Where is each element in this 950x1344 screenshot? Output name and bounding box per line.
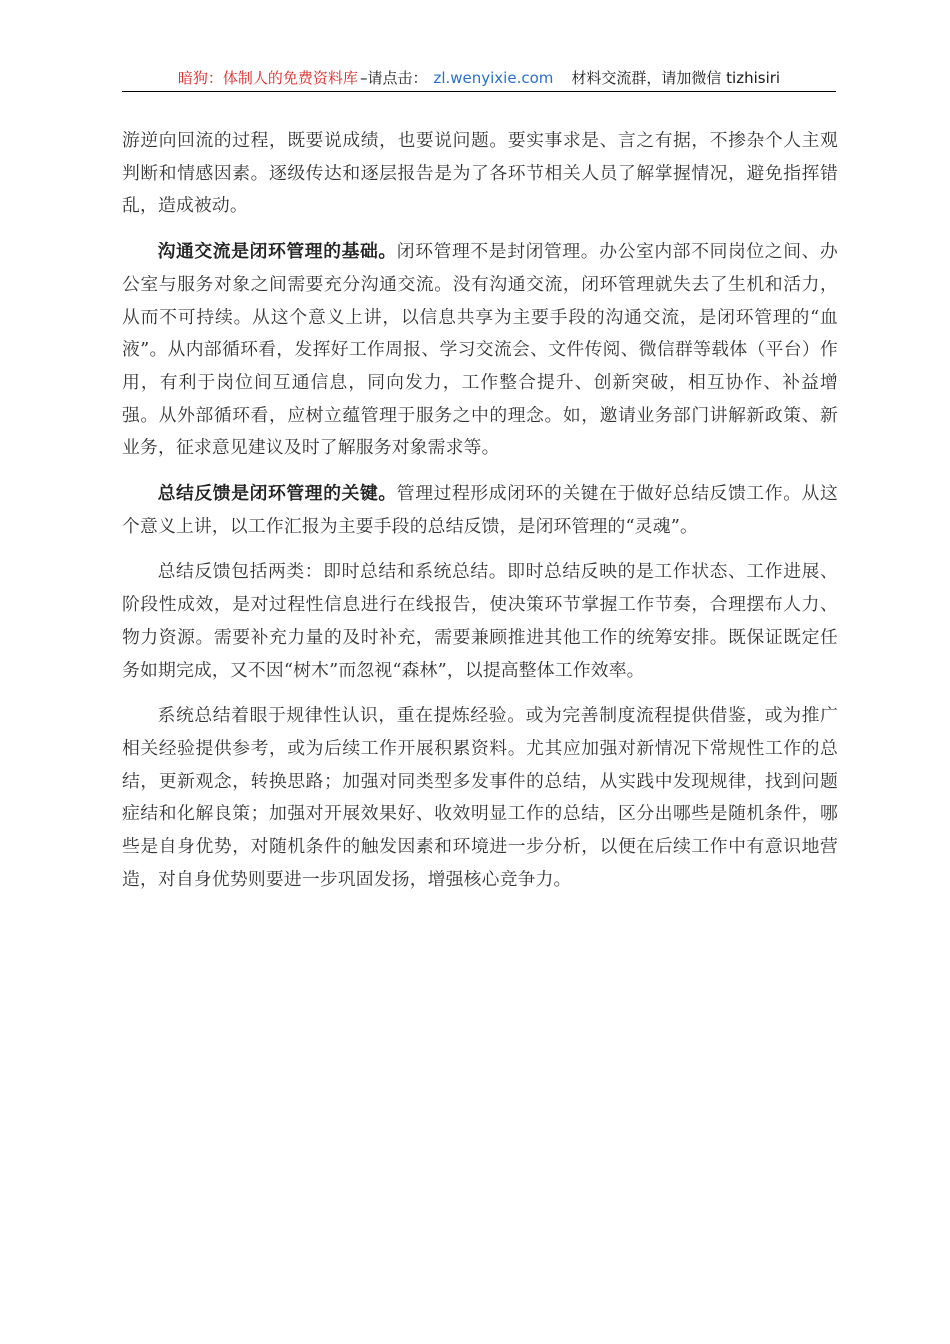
paragraph-text: 管理过程形成闭环的关键在于做好总结反馈工作。从这个意义上讲，以工作汇报为主要手段的总结反馈，是闭环管理的“灵魂”。 (122, 483, 838, 537)
paragraph-text: 总结反馈包括两类：即时总结和系统总结。即时总结反映的是工作状态、工作进展、阶段性成效，是对过程性信息进行在线报告，使决策环节掌握工作节奏，合理摆布人力、物力资源。需要补充力量的及时补充，需要兼顾推进其他工作的统筹安排。既保证既定任务如期完成，又不因“树木”而忽视“森林”，以提高整体工作效率。 (122, 561, 838, 681)
paragraph-communication (122, 236, 838, 465)
paragraph-feedback-types (122, 556, 838, 687)
paragraph-lead: 沟通交流是闭环管理的基础。 (157, 241, 397, 263)
paragraph-continuation (122, 125, 838, 223)
paragraph-text: 闭环管理不是封闭管理。办公室内部不同岗位之间、办公室与服务对象之间需要充分沟通交流。没有沟通交流，闭环管理就失去了生机和活力，从而不可持续。从这个意义上讲，以信息共享为主要手段的沟通交流，是闭环管理的“血液”。从内部循环看，发挥好工作周报、学习交流会、文件传阅、微信群等载体（平台）作用，有利于岗位间互通信息，同向发力，工作整合提升、创新突破，相互协作、补益增强。从外部循环看，应树立蕴管理于服务之中的理念。如，邀请业务部门讲解新政策、新业务，征求意见建议及时了解服务对象需求等。 (122, 241, 838, 459)
paragraph-system-summary (122, 700, 838, 896)
page-header (122, 62, 836, 92)
paragraph-feedback (122, 478, 838, 543)
paragraph-text: 游逆向回流的过程，既要说成绩，也要说问题。要实事求是、言之有据，不掺杂个人主观判断和情感因素。逐级传达和逐层报告是为了各环节相关人员了解掌握情况，避免指挥错乱，造成被动。 (122, 130, 838, 217)
paragraph-text: 系统总结着眼于规律性认识，重在提炼经验。或为完善制度流程提供借鉴，或为推广相关经验提供参考，或为后续工作开展积累资料。尤其应加强对新情况下常规性工作的总结，更新观念，转换思路；加强对同类型多发事件的总结，从实践中发现规律，找到问题症结和化解良策；加强对开展效果好、收效明显工作的总结，区分出哪些是随机条件，哪些是自身优势，对随机条件的触发因素和环境进一步分析，以便在后续工作中有意识地营造，对自身优势则要进一步巩固发扬，增强核心竞争力。 (122, 705, 838, 890)
document-body (122, 125, 838, 909)
header-brand: 暗狗：体制人的免费资料库 (177, 69, 358, 87)
paragraph-lead: 总结反馈是闭环管理的关键。 (157, 483, 397, 505)
header-wechat-note: 材料交流群，请加微信 tizhisiri (571, 69, 781, 87)
header-prompt: –请点击： (359, 69, 428, 87)
header-link[interactable]: zl.wenyixie.com (433, 69, 554, 87)
